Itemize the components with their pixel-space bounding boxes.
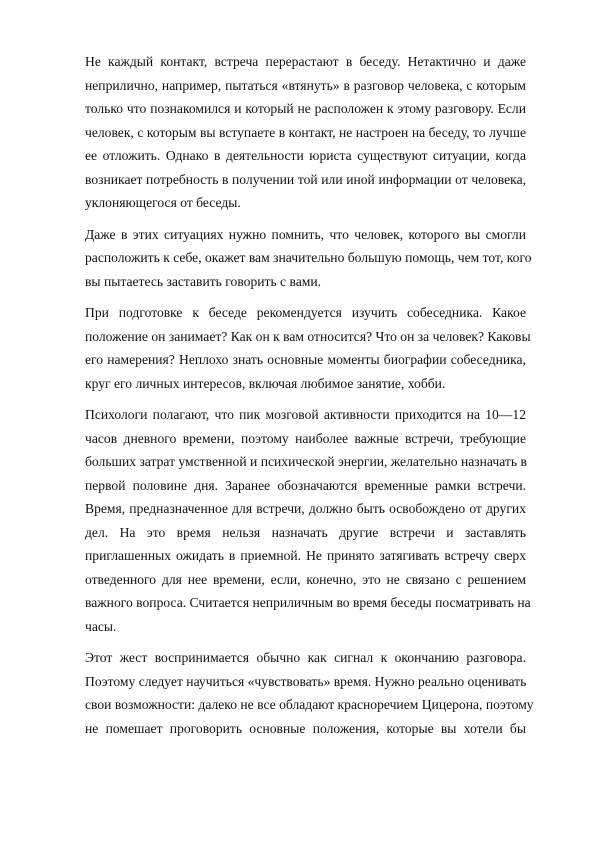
- text-line: часы.: [85, 618, 117, 634]
- paragraph: [85, 50, 526, 215]
- text-line: Этот жест воспринимается обычно как сигнал к окончанию разговора.: [85, 650, 526, 665]
- paragraph: [85, 403, 531, 638]
- text-line: Психологи полагают, что пик мозговой активности приходится на 10—12: [85, 407, 526, 422]
- text-line: отведенного для нее времени, если, конечно, это не связано с решением: [85, 571, 526, 587]
- text-line: приглашенных ожидать в приемной. Не принято затягивать встречу сверх: [85, 548, 526, 563]
- text-line: Не каждый контакт, встреча перерастают в беседу. Нетактично и даже: [85, 54, 526, 69]
- text-line: возникает потребность в получении той или иной информации от человека,: [85, 171, 526, 187]
- text-line: свои возможности: далеко не все обладают красноречием Цицерона, поэтому: [85, 697, 534, 712]
- text-line: важного вопроса. Считается неприличным во время беседы посматривать на: [85, 595, 531, 610]
- document-page: [85, 50, 534, 748]
- text-line: часов дневного времени, поэтому наиболее важные встречи, требующие: [85, 430, 526, 446]
- text-line: неприлично, например, пытаться «втянуть» в разговор человека, с которым: [85, 77, 526, 93]
- text-line: его намерения? Неплохо знать основные моменты биографии собеседника,: [85, 352, 526, 367]
- text-line: вы пытаетесь заставить говорить с вами.: [85, 273, 322, 289]
- text-line: уклоняющегося от беседы.: [85, 195, 241, 210]
- text-line: При подготовке к беседе рекомендуется изучить собеседника. Какое: [85, 305, 526, 320]
- text-line: только что познакомился и который не расположен к этому разговору. Если: [85, 101, 526, 116]
- text-line: первой половине дня. Заранее обозначаются временные рамки встречи.: [85, 477, 526, 493]
- text-line: Время, предназначенное для встречи, должно быть освобождено от других: [85, 501, 526, 516]
- text-line: Поэтому следует научиться «чувствовать» время. Нужно реально оценивать: [85, 673, 527, 689]
- text-line: ее отложить. Однако в деятельности юриста существуют ситуации, когда: [85, 148, 526, 163]
- paragraph: [85, 223, 532, 294]
- paragraph: [85, 646, 534, 740]
- text-line: Даже в этих ситуациях нужно помнить, что человек, которого вы смогли: [85, 226, 526, 242]
- text-line: расположить к себе, окажет вам значительно большую помощь, чем тот, кого: [85, 250, 532, 265]
- text-line: не помешает проговорить основные положения, которые вы хотели бы: [85, 720, 526, 736]
- text-line: положение он занимает? Как он к вам относится? Что он за человек? Каковы: [85, 328, 531, 344]
- text-line: больших затрат умственной и психической энергии, желательно назначать в: [85, 454, 527, 469]
- text-line: дел. На это время нельзя назначать другие встречи и заставлять: [85, 524, 526, 540]
- text-line: круг его личных интересов, включая любимое занятие, хобби.: [85, 375, 446, 391]
- text-line: человек, с которым вы вступаете в контакт, не настроен на беседу, то лучше: [85, 124, 526, 140]
- paragraph: [85, 301, 531, 395]
